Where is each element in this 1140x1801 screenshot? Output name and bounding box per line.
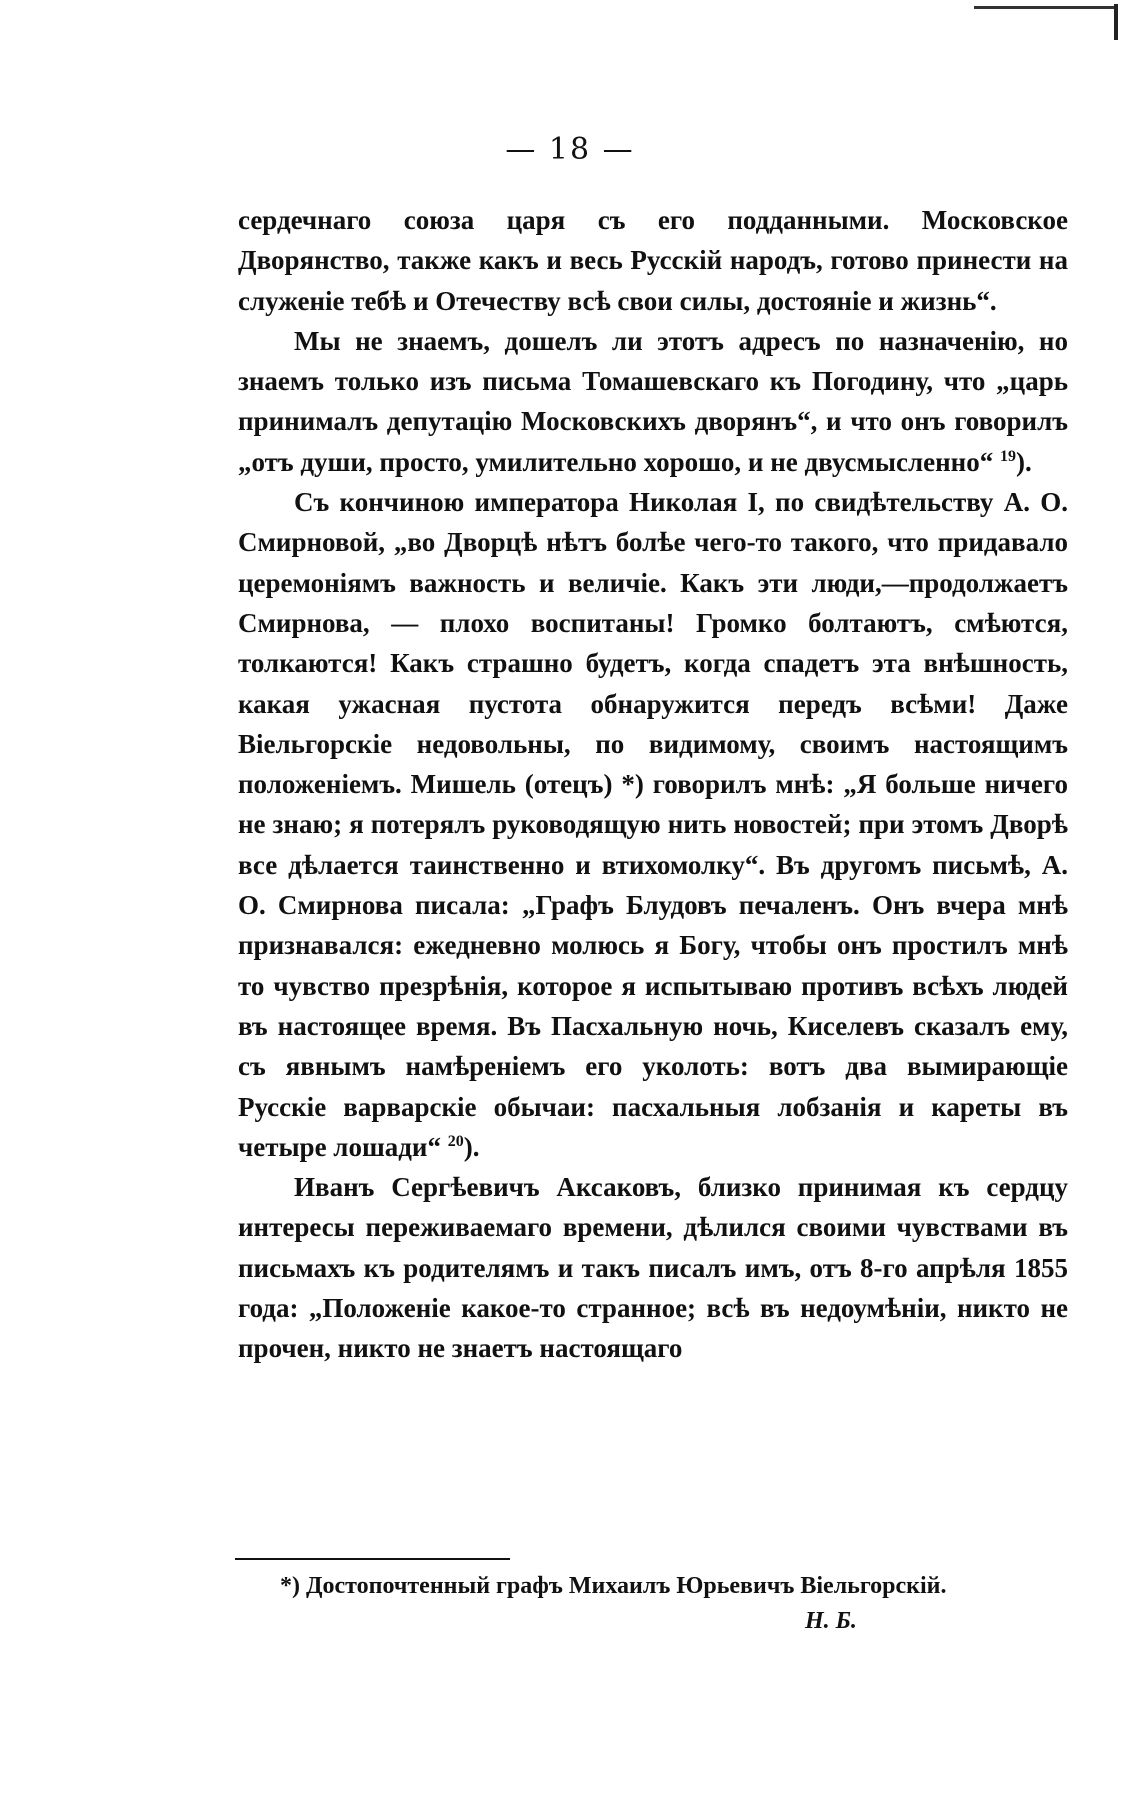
paragraph-4	[238, 1167, 1068, 1368]
footnote-text: *) Достопочтенный графъ Михаилъ Юрьевичъ Віельгорскій.	[280, 1573, 947, 1599]
paragraph-1-text: сердечнаго союза царя съ его подданными. Московское Дворянство, также какъ и весь Русскій народъ, готово принести на служеніе тебѣ и Отечеству всѣ свои силы, достояніе и жизнь“.	[238, 205, 1068, 316]
scan-artifact-edge	[1114, 4, 1118, 40]
paragraph-3-text: Съ кончиною императора Николая I, по свидѣтельству А. О. Смирновой, „во Дворцѣ нѣтъ болѣе чего-то такого, что придавало церемоніямъ важность и величіе. Какъ эти люди,—продолжаетъ Смирнова, — плохо воспитаны! Громко болтаютъ, смѣются, толкаются! Какъ страшно будетъ, когда спадетъ эта внѣшность, какая ужасная пустота обнаружится передъ всѣми! Даже Віельгорскіе недовольны, по видимому, своимъ настоящимъ положеніемъ. Мишель (отецъ) *) говорилъ мнѣ: „Я больше ничего не знаю; я потерялъ руководящую нить новостей; при этомъ Дворѣ все дѣлается таинственно и втихомолку“. Въ другомъ письмѣ, А. О. Смирнова писала: „Графъ Блудовъ печаленъ. Онъ вчера мнѣ признавался: ежедневно молюсь я Богу, чтобы онъ простилъ мнѣ то чувство презрѣнія, которое я испытываю противъ всѣхъ людей въ настоящее время. Въ Пасхальную ночь, Киселевъ сказалъ ему, съ явнымъ намѣреніемъ его уколоть: вотъ два вымирающіе Русскіе варварскіе обычаи: пасхальныя лобзанія и кареты въ четыре лошади“	[238, 487, 1068, 1162]
note-ref-20: 20	[447, 1132, 464, 1150]
note-ref-20-tail: ).	[463, 1131, 480, 1162]
note-ref-19: 19	[999, 447, 1016, 465]
paragraph-2	[238, 321, 1068, 482]
note-ref-19-tail: ).	[1015, 446, 1032, 477]
paragraph-4-text: Иванъ Сергѣевичъ Аксаковъ, близко принимая къ сердцу интересы переживаемаго времени, дѣлился своими чувствами въ письмахъ къ родителямъ и такъ писалъ имъ, отъ 8-го апрѣля 1855 года: „Положеніе какое-то странное; всѣ въ недоумѣніи, никто не прочен, никто не знаетъ настоящаго	[238, 1172, 1068, 1364]
body-text	[238, 200, 1068, 1369]
paragraph-3	[238, 482, 1068, 1167]
page-number: — 18 —	[505, 132, 635, 167]
paragraph-1	[238, 200, 1068, 321]
scan-artifact-line	[974, 6, 1114, 9]
footnote-signature: Н. Б.	[805, 1608, 857, 1634]
paragraph-2-text: Мы не знаемъ, дошелъ ли этотъ адресъ по назначенію, но знаемъ только изъ письма Томашевскаго къ Погодину, что „царь принималъ депутацію Московскихъ дворянъ“, и что онъ говорилъ „отъ души, просто, умилительно хорошо, и не двусмысленно“	[238, 325, 1068, 477]
footnote-divider	[235, 1558, 510, 1560]
